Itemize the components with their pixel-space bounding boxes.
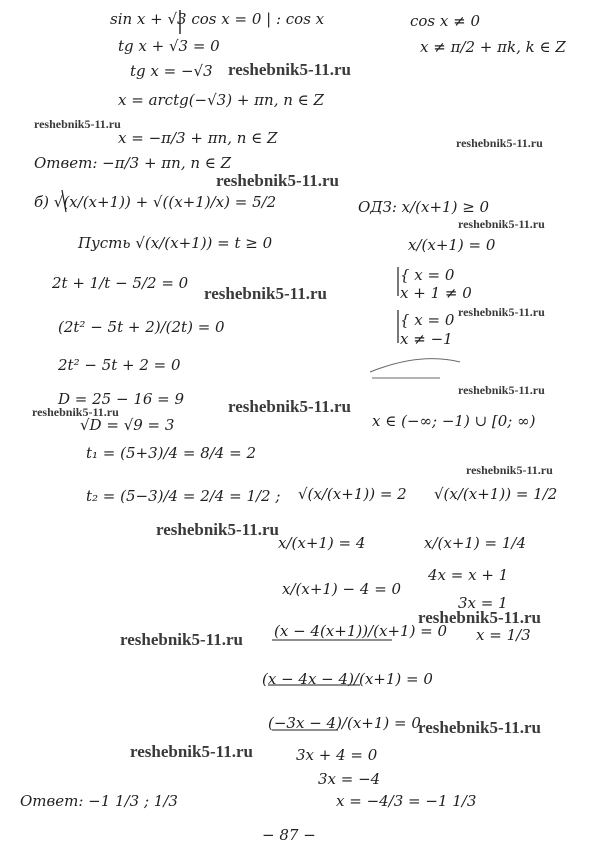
page-number: − 87 −: [262, 826, 316, 844]
watermark: reshebnik5-11.ru: [216, 171, 339, 190]
watermark: reshebnik5-11.ru: [156, 520, 279, 539]
equation-line: x = −π/3 + πn, n ∈ Z: [118, 129, 278, 147]
equation-line: x ≠ π/2 + πk, k ∈ Z: [420, 38, 566, 56]
watermark: reshebnik5-11.ru: [418, 608, 541, 627]
equation-line: 3x + 4 = 0: [296, 746, 378, 764]
answer-line: Ответ: −π/3 + πn, n ∈ Z: [34, 154, 232, 172]
interval-line: x ∈ (−∞; −1) ∪ [0; ∞): [372, 412, 536, 430]
equation-line: 4x = x + 1: [428, 566, 509, 584]
watermark: reshebnik5-11.ru: [228, 60, 351, 79]
domain-line: ОДЗ: x/(x+1) ≥ 0: [358, 198, 490, 216]
equation-line: (2t² − 5t + 2)/(2t) = 0: [58, 318, 225, 336]
equation-line: x = −4/3 = −1 1/3: [336, 792, 477, 810]
equation-line: √D = √9 = 3: [80, 416, 175, 434]
watermark: reshebnik5-11.ru: [456, 136, 543, 150]
equation-line: x/(x+1) = 1/4: [424, 534, 527, 552]
watermark: reshebnik5-11.ru: [458, 383, 545, 397]
watermark: reshebnik5-11.ru: [204, 284, 327, 303]
equation-line: { x = 0: [400, 311, 455, 329]
equation-line: (x − 4(x+1))/(x+1) = 0: [274, 622, 448, 640]
watermark: reshebnik5-11.ru: [418, 718, 541, 737]
equation-line: sin x + √3 cos x = 0 | : cos x: [110, 10, 325, 28]
watermark: reshebnik5-11.ru: [120, 630, 243, 649]
equation-line: Пусть √(x/(x+1)) = t ≥ 0: [78, 234, 273, 252]
answer-line: Ответ: −1 1/3 ; 1/3: [20, 792, 178, 810]
watermark: reshebnik5-11.ru: [458, 217, 545, 231]
watermark: reshebnik5-11.ru: [228, 397, 351, 416]
watermark: reshebnik5-11.ru: [466, 463, 553, 477]
equation-line: x = 1/3: [476, 626, 531, 644]
watermark: reshebnik5-11.ru: [130, 742, 253, 761]
equation-line: б) √(x/(x+1)) + √((x+1)/x) = 5/2: [34, 193, 277, 211]
equation-line: x/(x+1) − 4 = 0: [282, 580, 402, 598]
equation-line: √(x/(x+1)) = 2: [298, 485, 407, 503]
equation-line: tg x + √3 = 0: [118, 37, 220, 55]
equation-line: (−3x − 4)/(x+1) = 0: [268, 714, 421, 732]
equation-line: √(x/(x+1)) = 1/2: [434, 485, 558, 503]
equation-line: x ≠ −1: [400, 330, 453, 348]
equation-line: { x = 0: [400, 266, 455, 284]
equation-line: 3x = 1: [458, 594, 508, 612]
equation-line: 2t² − 5t + 2 = 0: [58, 356, 181, 374]
equation-line: t₂ = (5−3)/4 = 2/4 = 1/2 ;: [86, 487, 281, 505]
equation-line: tg x = −√3: [130, 62, 213, 80]
watermark: reshebnik5-11.ru: [32, 405, 119, 419]
equation-line: D = 25 − 16 = 9: [58, 390, 185, 408]
watermark: reshebnik5-11.ru: [458, 305, 545, 319]
equation-line: t₁ = (5+3)/4 = 8/4 = 2: [86, 444, 256, 462]
equation-line: x + 1 ≠ 0: [400, 284, 472, 302]
equation-line: 3x = −4: [318, 770, 381, 788]
watermark: reshebnik5-11.ru: [34, 117, 121, 131]
equation-line: 2t + 1/t − 5/2 = 0: [52, 274, 189, 292]
equation-line: x = arctg(−√3) + πn, n ∈ Z: [118, 91, 324, 109]
equation-line: x/(x+1) = 0: [408, 236, 496, 254]
equation-line: cos x ≠ 0: [410, 12, 481, 30]
equation-line: x/(x+1) = 4: [278, 534, 366, 552]
equation-line: (x − 4x − 4)/(x+1) = 0: [262, 670, 433, 688]
